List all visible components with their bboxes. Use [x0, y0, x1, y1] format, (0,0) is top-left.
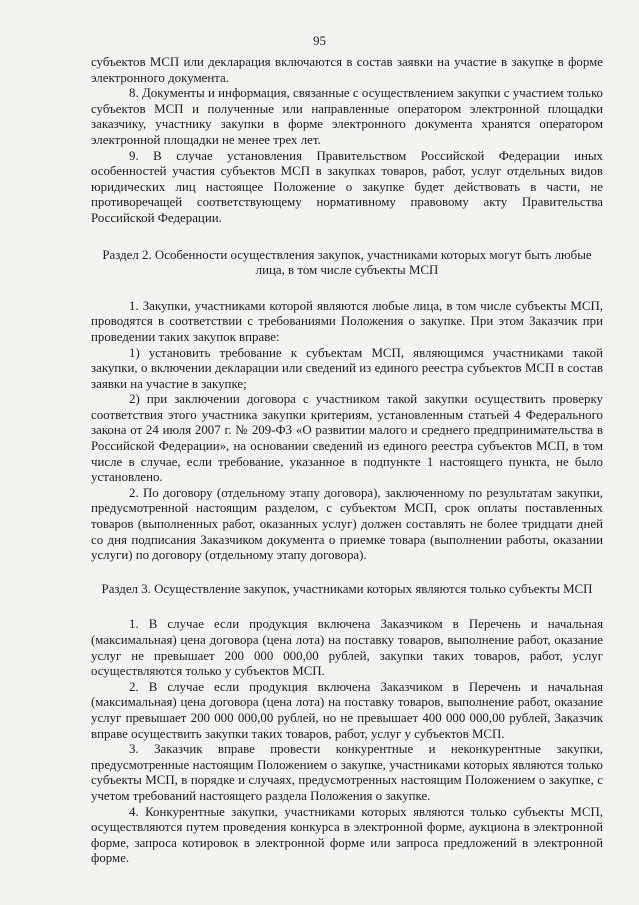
paragraph: 1. Закупки, участниками которой являются любые лица, в том числе субъекты МСП, проводятся в соответствии с требованиями Положения о закупке. При этом Заказчик при проведении таких закупок вправе:: [91, 298, 603, 344]
paragraph: 2) при заключении договора с участником такой закупки осуществить проверку соответствия этого участника закупки критериям, установленным статьей 4 Федерального закона от 24 июля 2007 г. № 209-ФЗ «О развитии малого и среднего предпринимательства в Российской Федерации», на основании сведений из единого реестра субъектов МСП, в том числе в случае, если требование, указанное в подпункте 1 настоящего пункта, не было установлено.: [91, 392, 603, 485]
document-body: [91, 55, 603, 867]
paragraph: 2. По договору (отдельному этапу договора), заключенному по результатам закупки, предусмотренной настоящим разделом, с субъектом МСП, срок оплаты поставленных товаров (выполненных работ, оказанных услуг) должен составлять не более тридцати дней со дня подписания Заказчиком документа о приемке товара (выполнении работы, оказании услуги) по договору (отдельному этапу договора).: [91, 485, 603, 563]
paragraph: 9. В случае установления Правительством Российской Федерации иных особенностей участия субъектов МСП в закупках товаров, работ, услуг отдельных видов юридических лиц настоящее Положение о закупке будет действовать в части, не противоречащей соответствующему нормативному правовому акту Правительства Российской Федерации.: [91, 148, 603, 225]
paragraph: 4. Конкурентные закупки, участниками которых являются только субъекты МСП, осуществляются путем проведения конкурса в электронной форме, аукциона в электронной форме, запроса котировок в электронной форме или запроса предложений в электронной форме.: [91, 804, 603, 866]
paragraph: 3. Заказчик вправе провести конкурентные и неконкурентные закупки, предусмотренные настоящим Положением о закупке, участниками которых являются только субъекты МСП, в порядке и случаях, предусмотренных настоящим Положением о закупке, с учетом требований настоящего раздела Положения о закупке.: [91, 742, 603, 803]
paragraph: субъектов МСП или декларация включаются в состав заявки на участие в закупке в форме электронного документа.: [91, 55, 603, 85]
paragraph: 1. В случае если продукция включена Заказчиком в Перечень и начальная (максимальная) цена договора (цена лота) на поставку товаров, выполнение работ, оказание услуг не превышает 200 000 000,00 рублей, закупки таких товаров, работ, услуг осуществляются только у субъектов МСП.: [91, 617, 603, 679]
paragraph: 8. Документы и информация, связанные с осуществлением закупки с участием только субъектов МСП и полученные или направленные оператором электронной площадки заказчику, участнику закупки в форме электронного документа хранятся оператором электронной площадки не менее трех лет.: [91, 86, 603, 147]
section-3-heading: Раздел 3. Осуществление закупок, участниками которых являются только субъекты МСП: [101, 581, 593, 596]
section-2-heading: Раздел 2. Особенности осуществления закупок, участниками которых могут быть любые лица, в том числе субъекты МСП: [102, 247, 592, 278]
paragraph: 1) установить требование к субъектам МСП, являющимся участниками такой закупки, о включении декларации или сведений из единого реестра субъектов МСП в состав заявки на участие в закупке;: [91, 345, 603, 391]
page-number: 95: [313, 33, 326, 48]
paragraph: 2. В случае если продукция включена Заказчиком в Перечень и начальная (максимальная) цена договора (цена лота) на поставку товаров, выполнение работ, оказание услуг превышает 200 000 000,00 рублей, но не превышает 400 000 000,00 рублей, Заказчик вправе осуществить закупки таких товаров, работ, услуг у субъектов МСП.: [91, 679, 603, 741]
